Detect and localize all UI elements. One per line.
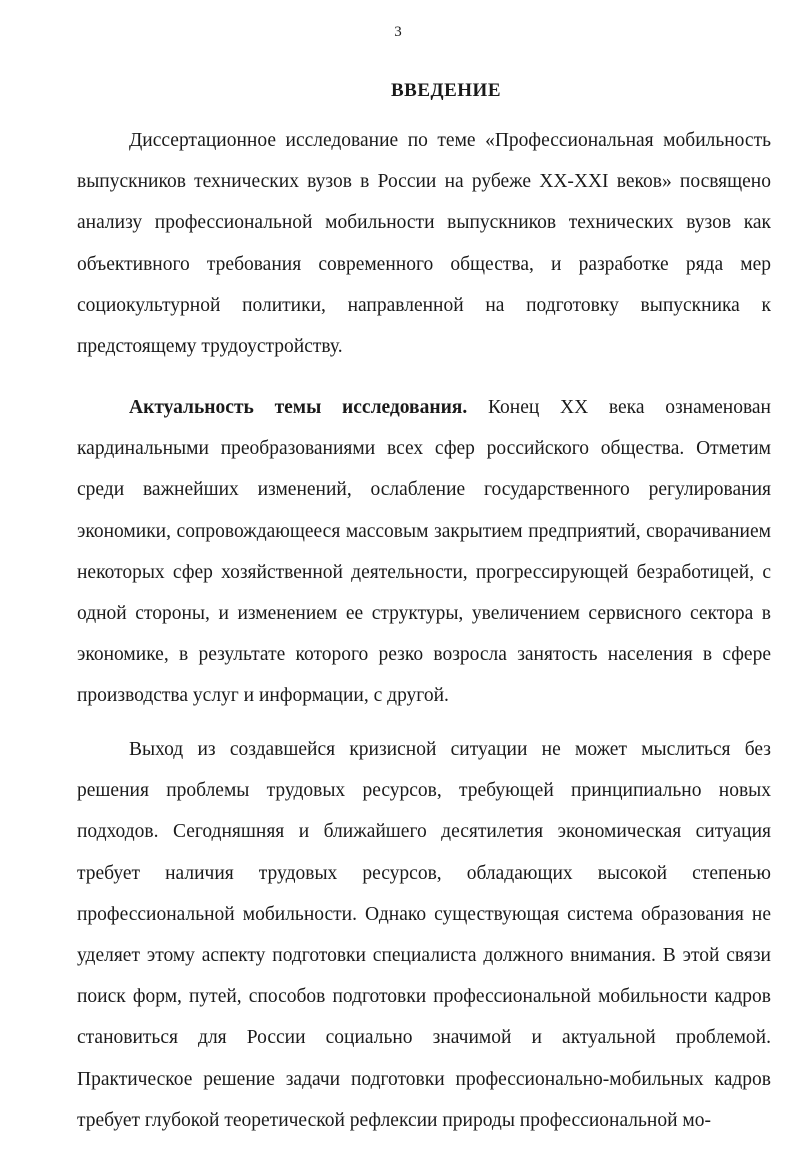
relevance-body: Конец XX века ознаменован кардинальными преобразованиями всех сфер российского общества. Отметим среди важнейших изменений, ослабление государственного регулирования экономики, сопровождающееся массовым закрытием предприятий, сворачиванием некоторых сфер хозяйственной деятельности, прогрессирующей безработицей, с одной стороны, и изменением ее структуры, увеличением сервисного сектора в экономике, в результате которого резко возросла занятость населения в сфере производства услуг и информации, с другой. bbox=[77, 397, 771, 707]
paragraph-intro: Диссертационное исследование по теме «Профессиональная мобильность выпускников технических вузов в России на рубеже XX-XXI веков» посвящено анализу профессиональной мобильности выпускников технических вузов как объективного требования современного общества, и разработке ряда мер социокультурной политики, направленной на подготовку выпускника к предстоящему трудоустройству. bbox=[77, 130, 771, 358]
paragraph-crisis: Выход из создавшейся кризисной ситуации не может мыслиться без решения проблемы трудовых ресурсов, требующей принципиально новых подходов. Сегодняшняя и ближайшего десятилетия экономическая ситуация требует наличия трудовых ресурсов, обладающих высокой степенью профессиональной мобильности. Однако существующая система образования не уделяет этому аспекту подготовки специалиста должного внимания. В этой связи поиск форм, путей, способов подготовки профессиональной мобильности кадров становиться для России социально значимой и актуальной проблемой. Практическое решение задачи подготовки профессионально-мобильных кадров требует глубокой теоретической рефлексии природы профессиональной мо- bbox=[77, 739, 771, 1131]
paragraph-relevance bbox=[77, 387, 771, 717]
section-heading: ВВЕДЕНИЕ bbox=[391, 80, 501, 101]
page-number: 3 bbox=[394, 24, 402, 40]
relevance-lead-in: Актуальность темы исследования. bbox=[129, 397, 468, 418]
